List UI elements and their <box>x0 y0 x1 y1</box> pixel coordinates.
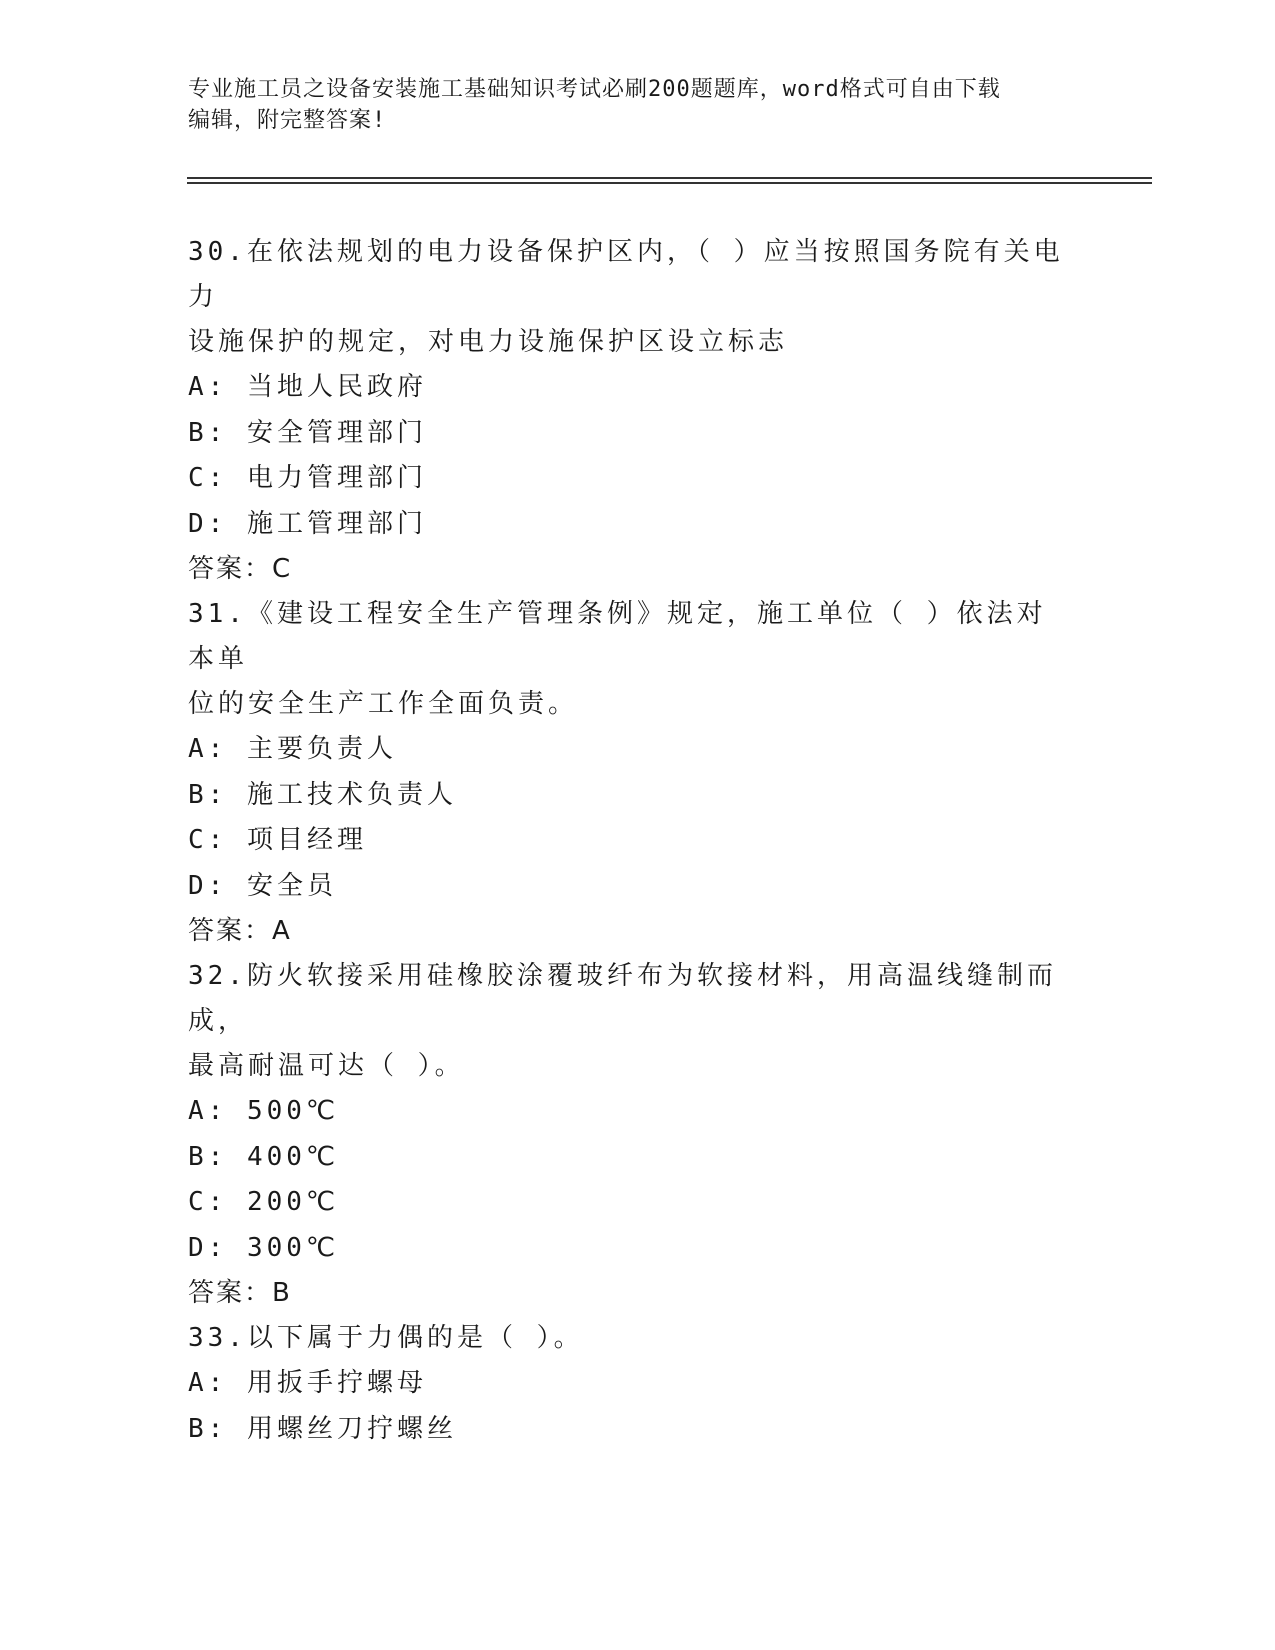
question-31 <box>188 592 1068 955</box>
question-stem-line: 最高耐温可达（ ）。 <box>188 1051 465 1081</box>
header-line-1: 专业施工员之设备安装施工基础知识考试必刷200题题库，word格式可自由下载 <box>188 77 1001 102</box>
question-32 <box>188 954 1068 1317</box>
option-b: B: 用螺丝刀拧螺丝 <box>188 1413 457 1444</box>
option-c: C: 电力管理部门 <box>188 463 427 493</box>
option-a: A: 主要负责人 <box>188 734 397 764</box>
question-30 <box>188 230 1068 593</box>
header-divider-top <box>187 177 1152 179</box>
option-a: A: 500℃ <box>188 1096 340 1126</box>
option-b: B: 安全管理部门 <box>188 417 427 448</box>
header-line-2: 编辑，附完整答案! <box>188 108 387 133</box>
question-stem-line: 33.以下属于力偶的是（ ）。 <box>188 1323 584 1353</box>
option-d: D: 安全员 <box>188 870 337 901</box>
answer: 答案：A <box>188 916 292 946</box>
option-c: C: 200℃ <box>188 1187 340 1217</box>
option-a: A: 用扳手拧螺母 <box>188 1368 427 1398</box>
option-a: A: 当地人民政府 <box>188 372 427 402</box>
question-stem-line: 31.《建设工程安全生产管理条例》规定，施工单位（ ）依法对本单 <box>188 599 1047 674</box>
header-divider-bottom <box>187 182 1152 184</box>
answer: 答案：B <box>188 1278 292 1308</box>
question-33 <box>188 1316 1068 1452</box>
question-stem-line: 设施保护的规定，对电力设施保护区设立标志 <box>188 327 789 357</box>
option-b: B: 400℃ <box>188 1141 340 1172</box>
option-b: B: 施工技术负责人 <box>188 779 457 810</box>
question-stem-line: 30.在依法规划的电力设备保护区内，（ ）应当按照国务院有关电力 <box>188 237 1064 312</box>
option-c: C: 项目经理 <box>188 825 367 855</box>
answer: 答案：C <box>188 554 293 584</box>
option-d: D: 300℃ <box>188 1232 340 1263</box>
option-d: D: 施工管理部门 <box>188 508 427 539</box>
question-stem-line: 位的安全生产工作全面负责。 <box>188 689 579 719</box>
question-stem-line: 32.防火软接采用硅橡胶涂覆玻纤布为软接材料，用高温线缝制而成， <box>188 961 1057 1036</box>
document-header <box>188 74 1088 136</box>
